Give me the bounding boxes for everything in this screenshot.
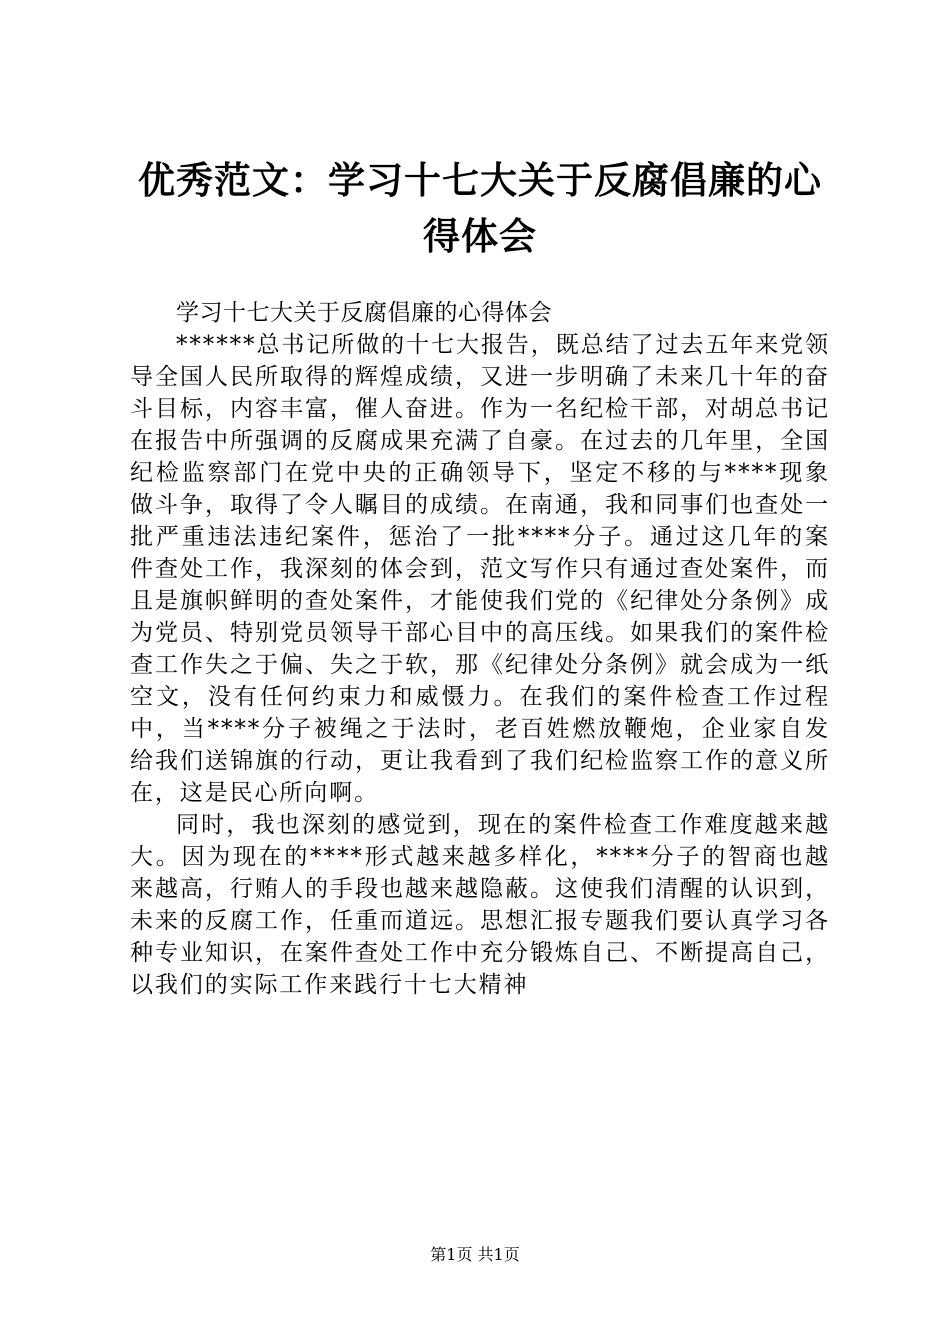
document-body (130, 297, 830, 1001)
document-title: 优秀范文：学习十七大关于反腐倡廉的心得体会 (138, 158, 822, 258)
paragraph-1: ******总书记所做的十七大报告，既总结了过去五年来党领导全国人民所取得的辉煌成绩，又进一步明确了未来几十年的奋斗目标，内容丰富，催人奋进。作为一名纪检干部，对胡总书记在报告中所强调的反腐成果充满了自豪。在过去的几年里，全国纪检监察部门在党中央的正确领导下，坚定不移的与****现象做斗争，取得了令人瞩目的成绩。在南通，我和同事们也查处一批严重违法违纪案件，惩治了一批****分子。通过这几年的案件查处工作，我深刻的体会到，范文写作只有通过查处案件，而且是旗帜鲜明的查处案件，才能使我们党的《纪律处分条例》成为党员、特别党员领导干部心目中的高压线。如果我们的案件检查工作失之于偏、失之于软，那《纪律处分条例》就会成为一纸空文，没有任何约束力和威慑力。在我们的案件检查工作过程中，当****分子被绳之于法时，老百姓燃放鞭炮，企业家自发给我们送锦旗的行动，更让我看到了我们纪检监察工作的意义所在，这是民心所向啊。 (130, 332, 830, 806)
paragraph-2: 同时，我也深刻的感觉到，现在的案件检查工作难度越来越大。因为现在的****形式越来越多样化，****分子的智商也越来越高，行贿人的手段也越来越隐蔽。这使我们清醒的认识到，未来的反腐工作，任重而道远。思想汇报专题我们要认真学习各种专业知识，在案件查处工作中充分锻炼自己、不断提高自己，以我们的实际工作来践行十七大精神 (130, 812, 830, 998)
page-number-footer: 第1页 共1页 (430, 1245, 520, 1264)
document-subheading: 学习十七大关于反腐倡廉的心得体会 (176, 300, 552, 326)
